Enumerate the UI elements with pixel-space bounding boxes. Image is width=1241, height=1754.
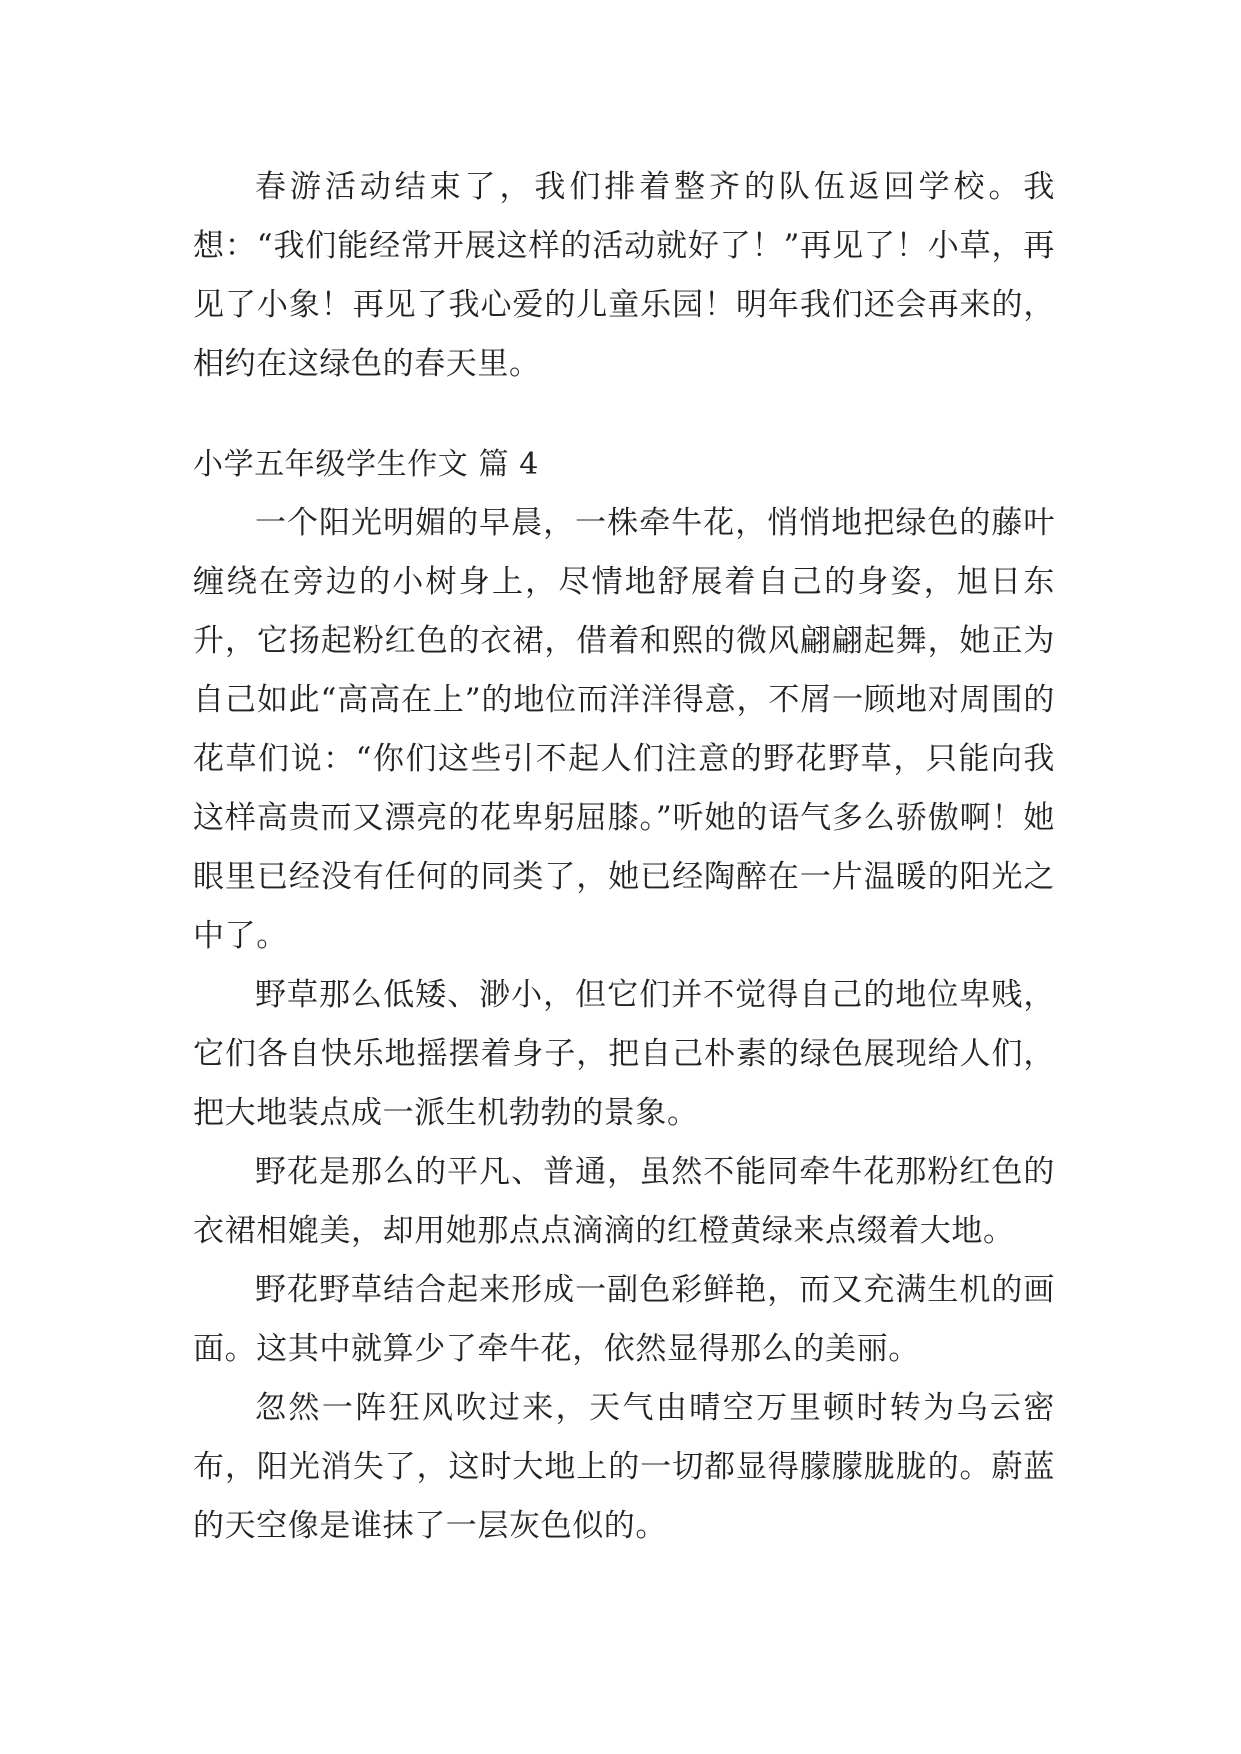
paragraph-wild-grass: 野草那么低矮、渺小，但它们并不觉得自己的地位卑贱，它们各自快乐地摇摆着身子，把自己朴素的绿色展现给人们，把大地装点成一派生机勃勃的景象。 xyxy=(193,977,1055,1131)
paragraph-wild-flowers: 野花是那么的平凡、普通，虽然不能同牵牛花那粉红色的衣裙相媲美，却用她那点点滴滴的红橙黄绿来点缀着大地。 xyxy=(193,1154,1055,1249)
paragraph-storm: 忽然一阵狂风吹过来，天气由晴空万里顿时转为乌云密布，阳光消失了，这时大地上的一切都显得朦朦胧胧的。蔚蓝的天空像是谁抹了一层灰色似的。 xyxy=(193,1390,1055,1544)
paragraph-morning-glory: 一个阳光明媚的早晨，一株牵牛花，悄悄地把绿色的藤叶缠绕在旁边的小树身上，尽情地舒展着自己的身姿，旭日东升，它扬起粉红色的衣裙，借着和熙的微风翩翩起舞，她正为自己如此“高高在上”的地位而洋洋得意，不屑一顾地对周围的花草们说：“你们这些引不起人们注意的野花野草，只能向我这样高贵而又漂亮的花卑躬屈膝。”听她的语气多么骄傲啊！她眼里已经没有任何的同类了，她已经陶醉在一片温暖的阳光之中了。 xyxy=(193,505,1055,954)
document-body xyxy=(193,158,1055,1556)
paragraph-spring-trip-ending: 春游活动结束了，我们排着整齐的队伍返回学校。我想：“我们能经常开展这样的活动就好了！”再见了！小草，再见了小象！再见了我心爱的儿童乐园！明年我们还会再来的，相约在这绿色的春天里。 xyxy=(193,169,1055,382)
paragraph-colorful-picture: 野花野草结合起来形成一副色彩鲜艳，而又充满生机的画面。这其中就算少了牵牛花，依然显得那么的美丽。 xyxy=(193,1272,1055,1367)
essay-heading: 小学五年级学生作文 篇 4 xyxy=(193,447,539,482)
